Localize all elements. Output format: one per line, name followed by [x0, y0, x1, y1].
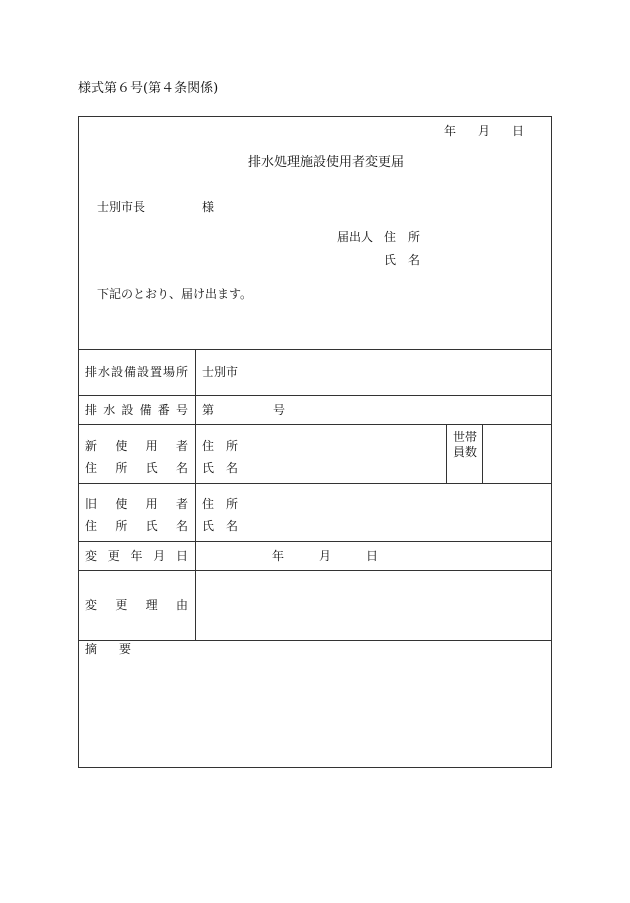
change-date-label: 変 更 年 月 日: [85, 549, 188, 563]
notifier-name-label: 氏 名: [384, 253, 421, 267]
new-user-address-name-label: 住 所 氏 名: [85, 461, 188, 475]
addressee-honorific: 様: [202, 200, 215, 214]
household-count-label: 世帯 員数: [453, 430, 478, 459]
old-user-address-name-label: 住 所 氏 名: [85, 519, 188, 533]
new-user-address-label: 住 所: [202, 439, 239, 453]
form-title: 排水処理施設使用者変更届: [248, 155, 405, 170]
notifier-address-label: 住 所: [384, 230, 421, 244]
household-column-divider: [446, 424, 447, 483]
addressee-name: 士別市長: [97, 200, 146, 214]
form-number: 様式第６号(第４条関係): [78, 81, 219, 96]
change-date-day: 日: [366, 549, 379, 563]
change-reason-label: 変 更 理 由: [85, 598, 188, 612]
date-day-label: 日: [512, 124, 525, 138]
row-divider: [78, 349, 552, 350]
old-user-name-label: 氏 名: [202, 519, 239, 533]
old-user-label: 旧 使 用 者: [85, 497, 188, 511]
notifier-label: 届出人: [337, 230, 374, 244]
row-divider: [78, 541, 552, 542]
statement-text: 下記のとおり、届け出ます。: [97, 287, 253, 301]
row-divider: [78, 570, 552, 571]
old-user-address-label: 住 所: [202, 497, 239, 511]
number-prefix: 第: [202, 403, 215, 417]
date-month-label: 月: [478, 124, 491, 138]
change-date-month: 月: [319, 549, 332, 563]
number-label: 排 水 設 備 番 号: [85, 403, 188, 417]
row-divider: [78, 640, 552, 641]
row-divider: [78, 424, 552, 425]
row-divider: [78, 395, 552, 396]
summary-label: 摘 要: [85, 642, 131, 656]
date-year-label: 年: [444, 124, 457, 138]
change-date-year: 年: [272, 549, 285, 563]
label-column-divider: [195, 349, 196, 640]
location-label: 排水設備設置場所: [85, 365, 190, 379]
number-suffix: 号: [273, 403, 286, 417]
row-divider: [78, 483, 552, 484]
new-user-name-label: 氏 名: [202, 461, 239, 475]
household-value-divider: [482, 424, 483, 483]
location-value: 士別市: [202, 365, 239, 379]
new-user-label: 新 使 用 者: [85, 439, 188, 453]
